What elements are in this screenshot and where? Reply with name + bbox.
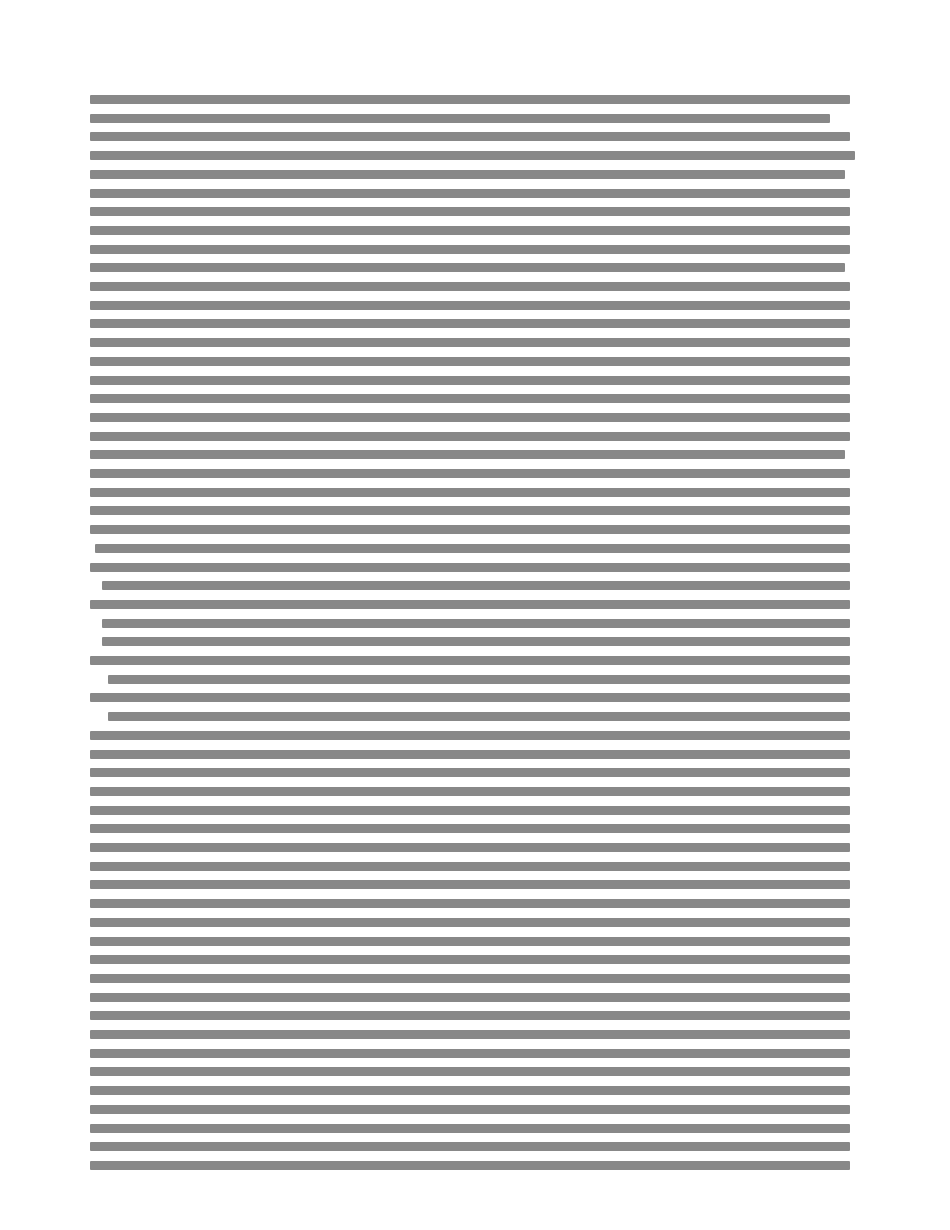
text-line — [90, 263, 845, 272]
text-line — [90, 376, 850, 385]
text-line — [90, 1030, 850, 1039]
text-line — [90, 1124, 850, 1133]
text-line — [90, 1105, 850, 1114]
text-line — [95, 544, 850, 553]
text-line — [90, 768, 850, 777]
text-line — [90, 993, 850, 1002]
text-line — [90, 918, 850, 927]
text-line — [90, 413, 850, 422]
text-line — [90, 824, 850, 833]
text-line — [90, 506, 850, 515]
text-line — [90, 301, 850, 310]
text-line — [90, 432, 850, 441]
text-line — [90, 151, 855, 160]
text-line — [90, 245, 850, 254]
text-line — [90, 1086, 850, 1095]
text-line — [90, 114, 830, 123]
text-line — [102, 619, 850, 628]
text-line — [108, 712, 850, 721]
text-line — [90, 132, 850, 141]
text-line — [90, 862, 850, 871]
text-line — [90, 450, 845, 459]
text-line — [90, 693, 850, 702]
text-line — [90, 338, 850, 347]
text-line — [90, 226, 850, 235]
text-line — [90, 787, 850, 796]
text-line — [108, 675, 850, 684]
text-line — [90, 1142, 850, 1151]
text-line — [90, 937, 850, 946]
text-line — [102, 637, 850, 646]
text-line — [90, 806, 850, 815]
text-line — [90, 1049, 850, 1058]
text-line — [90, 974, 850, 983]
text-line — [90, 1067, 850, 1076]
text-line — [90, 282, 850, 291]
text-line — [90, 1011, 850, 1020]
text-line — [90, 731, 850, 740]
text-line — [90, 469, 850, 478]
text-line — [90, 656, 850, 665]
text-line — [90, 600, 850, 609]
text-line — [90, 880, 850, 889]
text-line — [90, 357, 850, 366]
text-line — [90, 488, 850, 497]
text-line — [90, 899, 850, 908]
text-line — [90, 525, 850, 534]
text-line — [90, 170, 845, 179]
text-line — [90, 95, 850, 104]
text-line — [90, 843, 850, 852]
text-line — [90, 955, 850, 964]
text-line — [90, 189, 850, 198]
text-line — [90, 1161, 850, 1170]
text-line — [90, 207, 850, 216]
text-line — [90, 394, 850, 403]
text-line — [90, 563, 850, 572]
text-line — [90, 319, 850, 328]
text-line — [102, 581, 850, 590]
text-line — [90, 750, 850, 759]
